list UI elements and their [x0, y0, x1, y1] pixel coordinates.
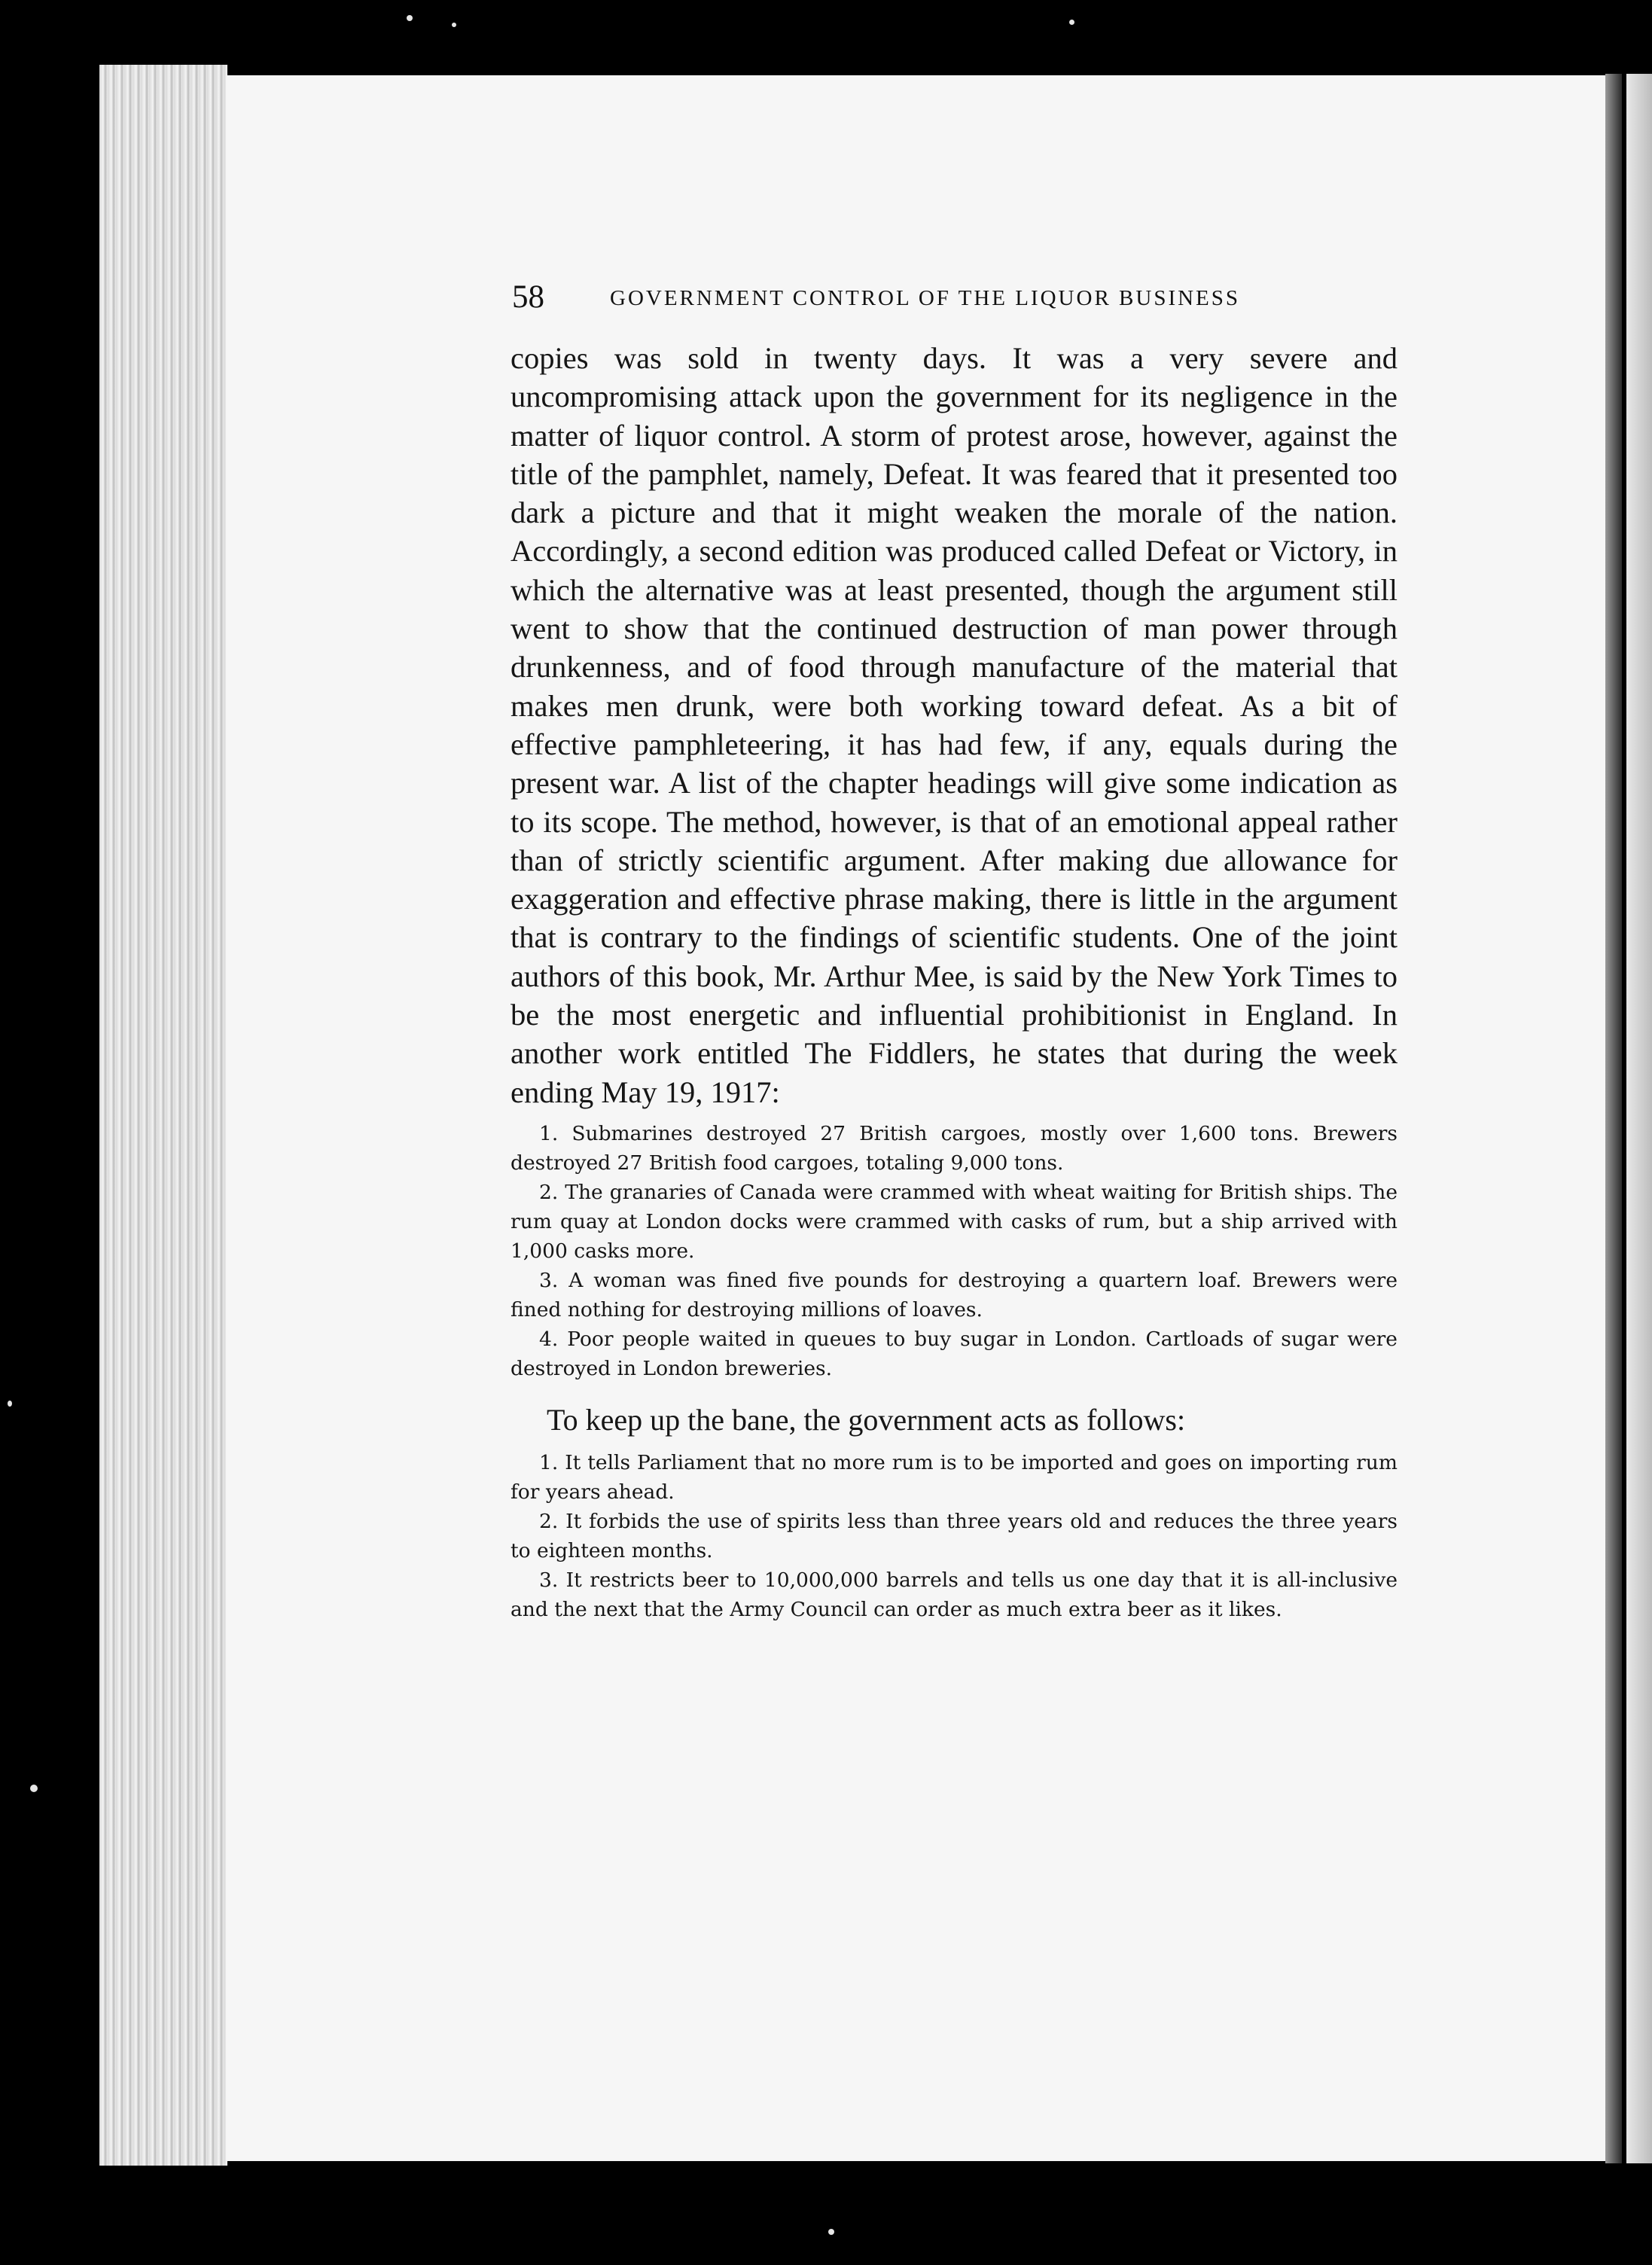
page-header — [512, 279, 1401, 321]
scan-speck — [407, 15, 413, 21]
list-item: 2. It forbids the use of spirits less than three years old and reduces the three years to eighteen months. — [511, 1509, 1397, 1562]
numbered-list-one — [511, 1119, 1397, 1383]
list-item: 4. Poor people waited in queues to buy sugar in London. Cartloads of sugar were destroyed in London breweries. — [511, 1327, 1397, 1380]
page-gutter-shadow — [1605, 74, 1622, 2163]
page-number: 58 — [512, 279, 544, 315]
running-head: GOVERNMENT CONTROL OF THE LIQUOR BUSINESS — [610, 286, 1241, 310]
numbered-list-two — [511, 1448, 1397, 1624]
scan-speck — [828, 2229, 834, 2235]
lead-line: To keep up the bane, the government acts as follows: — [547, 1402, 1186, 1437]
scan-speck — [30, 1785, 38, 1792]
list-item: 1. Submarines destroyed 27 British cargoes, mostly over 1,600 tons. Brewers destroyed 27 British food cargoes, totaling 9,000 tons. — [511, 1121, 1397, 1175]
book-page-edges — [99, 65, 227, 2166]
body-paragraph: copies was sold in twenty days. It was a very severe and uncompromising attack upon the government for its negligence in the matter of liquor control. A storm of protest arose, however, against the title of the pamphlet, namely, Defeat. It was feared that it presented too dark a picture and that it might weaken the morale of the nation. Accordingly, a second edition was produced called Defeat or Victory, in which the alternative was at least presented, though the argument still went to show that the continued destruction of man power through drunkenness, and of food through manufacture of the material that makes men drunk, were both working toward defeat. As a bit of effective pamphleteering, it has had few, if any, equals during the present war. A list of the chapter headings will give some indication as to its scope. The method, however, is that of an emotional appeal rather than of strictly scientific argument. After making due allowance for exaggeration and effective phrase making, there is little in the argument that is contrary to the findings of scientific students. One of the joint authors of this book, Mr. Arthur Mee, is said by the New York Times to be the most energetic and influential prohibitionist in England. In another work entitled The Fiddlers, he states that during the week ending May 19, 1917: — [511, 341, 1397, 1109]
facing-page-edge — [1626, 74, 1652, 2163]
list-item: 3. A woman was fined five pounds for destroying a quartern loaf. Brewers were fined nothing for destroying millions of loaves. — [511, 1268, 1397, 1322]
page-body — [511, 339, 1397, 1624]
scan-speck — [452, 23, 456, 27]
scan-speck — [1069, 20, 1074, 25]
list-item: 1. It tells Parliament that no more rum is to be imported and goes on importing rum for years ahead. — [511, 1450, 1397, 1504]
scan-speck — [8, 1401, 12, 1407]
list-item: 3. It restricts beer to 10,000,000 barrels and tells us one day that it is all-inclusive and the next that the Army Council can order as much extra beer as it likes. — [511, 1568, 1397, 1621]
list-item: 2. The granaries of Canada were crammed with wheat waiting for British ships. The rum quay at London docks were crammed with casks of rum, but a ship arrived with 1,000 casks more. — [511, 1180, 1397, 1263]
